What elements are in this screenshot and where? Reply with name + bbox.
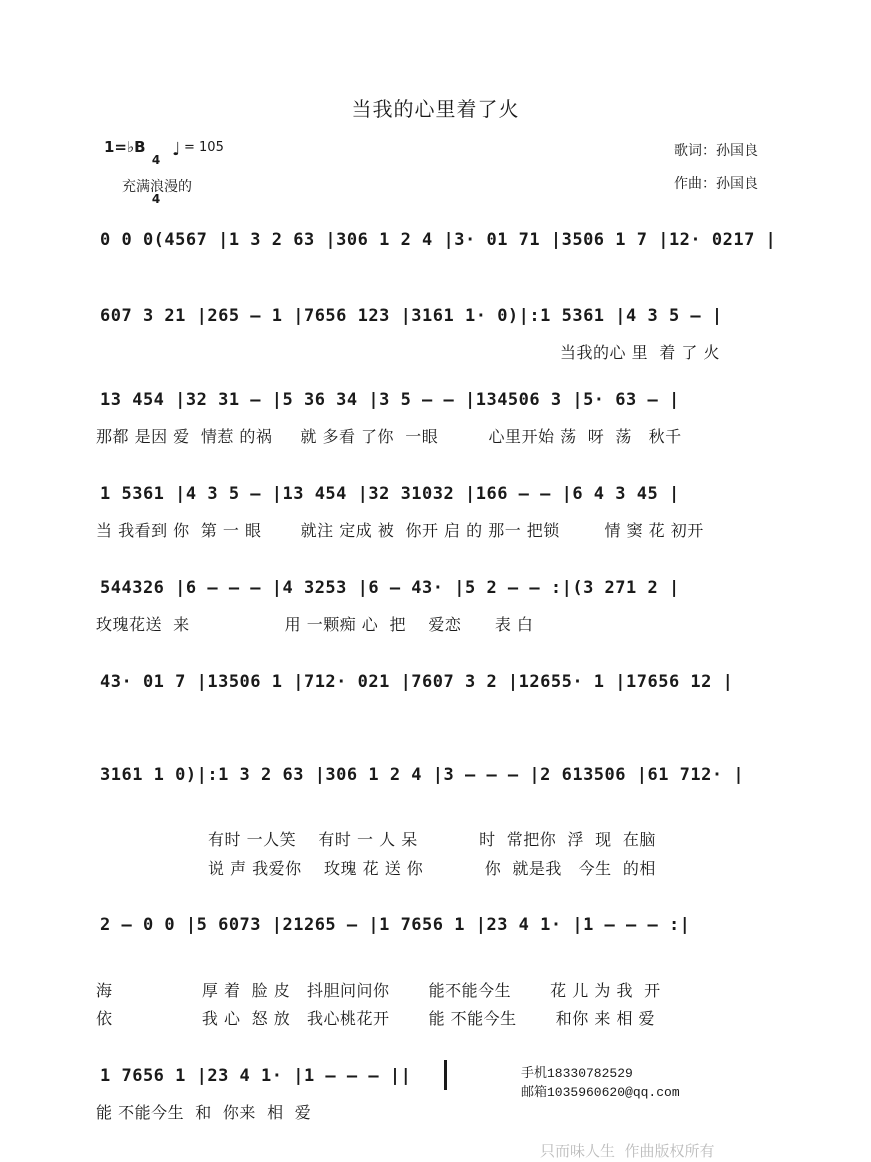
notation-row-8: 2 – 0 0 |5 6073 |21265 – |1 7656 1 |23 4 1· |1 – – – :| <box>100 915 691 935</box>
lyric-line-1: 当我的心 里 着 了 火 <box>560 343 720 362</box>
meter-top: 4 <box>151 153 161 167</box>
notation-row-6: 43· 01 7 |13506 1 |712· 021 |7607 3 2 |12655· 1 |17656 12 | <box>100 672 734 692</box>
lyric-line-8: 依 我 心 怒 放 我心桃花开 能 不能今生 和你 来 相 爱 <box>96 1009 656 1028</box>
composer-credit: 作曲：孙国良 <box>674 176 758 192</box>
notation-row-9: 1 7656 1 |23 4 1· |1 – – – || <box>100 1066 412 1086</box>
lyric-line-6: 说 声 我爱你 玫瑰 花 送 你 你 就是我 今生 的相 <box>208 859 656 878</box>
contact-email: 邮箱1035960620@qq.com <box>521 1085 680 1100</box>
time-signature <box>150 128 162 219</box>
tempo-marking: = 105 <box>184 140 224 155</box>
notation-row-4: 1 5361 |4 3 5 – |13 454 |32 31032 |166 – – |6 4 3 45 | <box>100 484 680 504</box>
contact-phone: 手机18330782529 <box>521 1066 633 1081</box>
notation-row-1: 0 0 0(4567 |1 3 2 63 |306 1 2 4 |3· 01 71 |3506 1 7 |12· 0217 | <box>100 230 777 250</box>
lyric-line-7: 海 厚 着 脸 皮 抖胆问问你 能不能今生 花 儿 为 我 开 <box>96 981 661 1000</box>
lyric-line-9: 能 不能今生 和 你来 相 爱 <box>96 1103 312 1122</box>
notation-row-5: 544326 |6 – – – |4 3253 |6 – 43· |5 2 – – :|(3 271 2 | <box>100 578 680 598</box>
meter-bottom: 4 <box>151 192 161 206</box>
lyric-line-2: 那都 是因 爱 情惹 的祸 就 多看 了你 一眼 心里开始 荡 呀 荡 秋千 <box>96 427 682 446</box>
lyricist-credit: 歌词：孙国良 <box>674 143 758 159</box>
final-barline <box>444 1060 447 1090</box>
notation-row-2: 607 3 21 |265 – 1 |7656 123 |3161 1· 0)|:1 5361 |4 3 5 – | <box>100 306 723 326</box>
watermark: 只而味人生 作曲版权所有 <box>540 1142 715 1160</box>
lyric-line-5: 有时 一人笑 有时 一 人 呆 时 常把你 浮 现 在脑 <box>208 830 656 849</box>
quarter-note-icon: ♩ <box>172 139 181 160</box>
expression-marking: 充满浪漫的 <box>122 179 192 195</box>
notation-row-7: 3161 1 0)|:1 3 2 63 |306 1 2 4 |3 – – – |2 613506 |61 712· | <box>100 765 745 785</box>
notation-row-3: 13 454 |32 31 – |5 36 34 |3 5 – – |134506 3 |5· 63 – | <box>100 390 680 410</box>
lyric-line-3: 当 我看到 你 第 一 眼 就注 定成 被 你开 启 的 那一 把锁 情 窦 花 初开 <box>96 521 704 540</box>
lyric-line-4: 玫瑰花送 来 用 一颗痴 心 把 爱恋 表 白 <box>96 615 534 634</box>
song-title: 当我的心里着了火 <box>351 97 520 121</box>
key-signature: 1=♭B <box>104 138 146 156</box>
